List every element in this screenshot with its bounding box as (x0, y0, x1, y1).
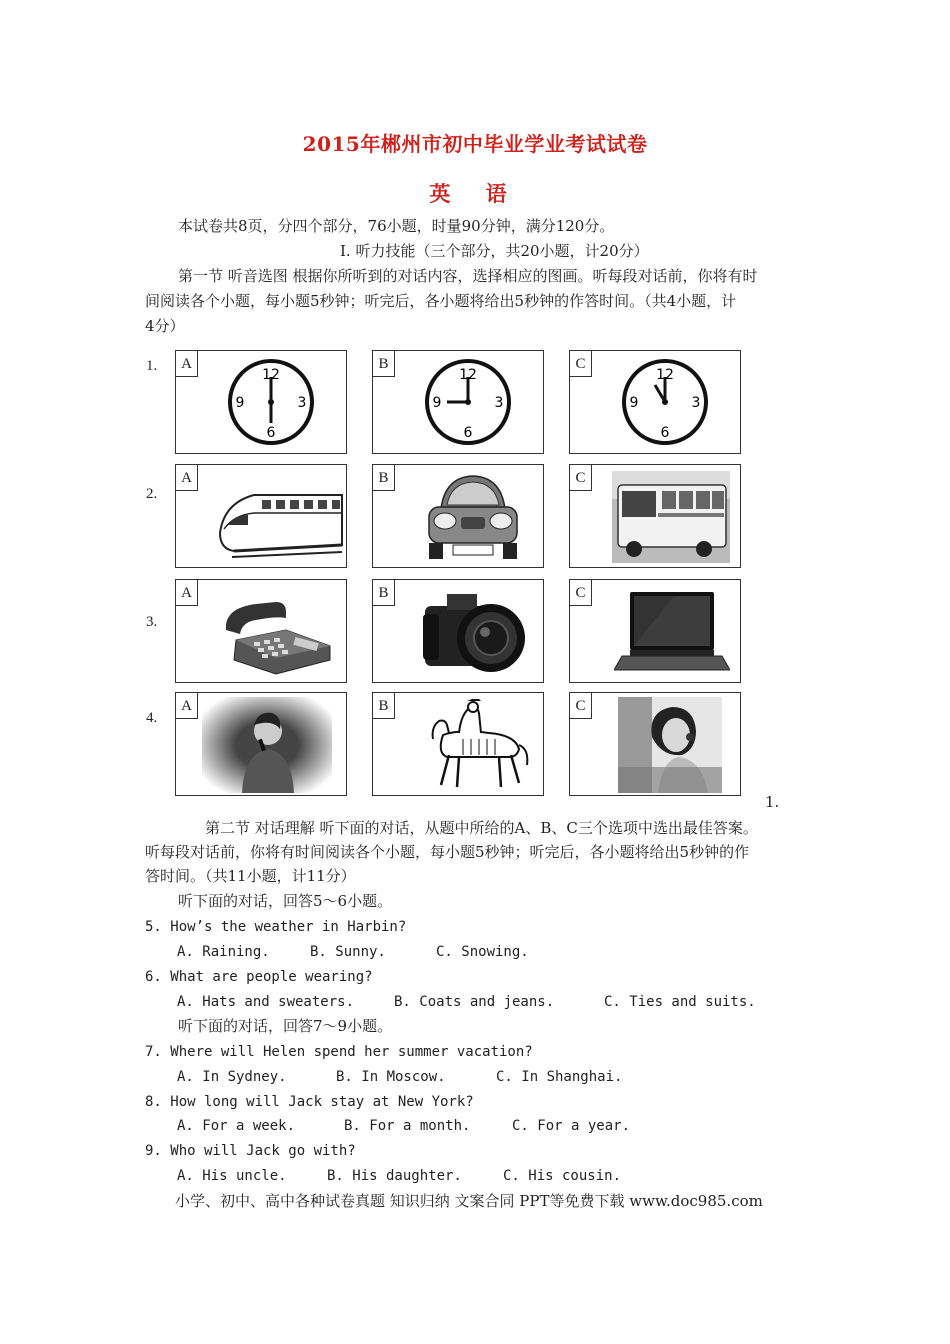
svg-text:3: 3 (297, 395, 307, 411)
option-label: A (176, 465, 198, 491)
answer-option-c[interactable]: C. In Shanghai. (496, 1069, 623, 1085)
question-number: 3. (146, 614, 158, 630)
answer-option-b[interactable]: B. For a month. (344, 1118, 471, 1134)
option-box[interactable] (175, 464, 347, 568)
question-text: 9. Who will Jack go with? (145, 1143, 356, 1159)
option-label: A (176, 351, 198, 377)
question-number: 4. (146, 710, 158, 726)
svg-text:12: 12 (262, 367, 280, 383)
question-number: 1. (146, 358, 158, 374)
subject-title: 英 语 (429, 181, 521, 206)
option-box[interactable] (175, 692, 347, 796)
option-label: C (570, 580, 592, 606)
question-text: 6. What are people wearing? (145, 969, 373, 985)
part1-heading: Ⅰ. 听力技能（三个部分，共20小题，计20分） (340, 242, 649, 260)
option-box[interactable] (372, 350, 544, 454)
option-box[interactable] (372, 692, 544, 796)
answer-option-c[interactable]: C. Ties and suits. (604, 994, 756, 1010)
answer-option-b[interactable]: B. Coats and jeans. (394, 994, 555, 1010)
svg-text:9: 9 (432, 395, 442, 411)
singer-photo-icon (202, 697, 332, 793)
girl-listening-icon (618, 697, 722, 793)
option-box[interactable] (569, 692, 741, 796)
clock-9-icon (423, 357, 513, 447)
option-label: B (373, 580, 395, 606)
footer-advert: 小学、初中、高中各种试卷真题 知识归纳 文案合同 PPT等免费下载 www.doc985.com (175, 1192, 763, 1210)
option-label: A (176, 693, 198, 719)
svg-text:6: 6 (463, 425, 473, 441)
answer-option-b[interactable]: B. Sunny. (310, 944, 386, 960)
svg-text:6: 6 (660, 425, 670, 441)
answer-option-c[interactable]: C. For a year. (512, 1118, 631, 1134)
answer-option-a[interactable]: A. In Sydney. (177, 1069, 287, 1085)
answer-option-c[interactable]: C. Snowing. (436, 944, 529, 960)
svg-text:9: 9 (629, 395, 639, 411)
clock-6-icon (226, 357, 316, 447)
option-box[interactable] (175, 350, 347, 454)
dialogue-intro: 听下面的对话，回答7～9小题。 (178, 1017, 393, 1035)
train-icon (214, 485, 344, 565)
answer-option-c[interactable]: C. His cousin. (503, 1168, 622, 1184)
page-title: 2015年郴州市初中毕业学业考试试卷 (302, 132, 648, 156)
option-label: B (373, 693, 395, 719)
answer-option-a[interactable]: A. Raining. (177, 944, 270, 960)
exam-intro: 本试卷共8页，分四个部分，76小题，时量90分钟，满分120分。 (178, 217, 615, 235)
svg-text:12: 12 (656, 367, 674, 383)
car-icon (423, 471, 523, 563)
answer-option-a[interactable]: A. His uncle. (177, 1168, 287, 1184)
answer-option-b[interactable]: B. In Moscow. (336, 1069, 446, 1085)
option-box[interactable] (569, 579, 741, 683)
option-box[interactable] (569, 464, 741, 568)
svg-text:12: 12 (459, 367, 477, 383)
option-label: B (373, 351, 395, 377)
option-box[interactable] (175, 579, 347, 683)
option-box[interactable] (569, 350, 741, 454)
camera-icon (421, 584, 531, 680)
option-label: C (570, 465, 592, 491)
answer-option-b[interactable]: B. His daughter. (327, 1168, 462, 1184)
svg-text:9: 9 (235, 395, 245, 411)
svg-text:3: 3 (494, 395, 504, 411)
answer-option-a[interactable]: A. Hats and sweaters. (177, 994, 355, 1010)
telephone-icon (216, 590, 336, 678)
question-text: 5. How’s the weather in Harbin? (145, 919, 407, 935)
svg-text:6: 6 (266, 425, 276, 441)
option-label: C (570, 351, 592, 377)
option-label: B (373, 465, 395, 491)
option-label: A (176, 580, 198, 606)
question-text: 7. Where will Helen spend her summer vacation? (145, 1044, 533, 1060)
question-number: 2. (146, 486, 158, 502)
answer-option-a[interactable]: A. For a week. (177, 1118, 296, 1134)
bus-icon (612, 471, 730, 563)
dialogue-intro: 听下面的对话，回答5～6小题。 (178, 892, 393, 910)
laptop-icon (614, 590, 730, 676)
option-box[interactable] (372, 579, 544, 683)
horse-rider-icon (419, 699, 529, 793)
option-label: C (570, 693, 592, 719)
option-box[interactable] (372, 464, 544, 568)
question-text: 8. How long will Jack stay at New York? (145, 1094, 474, 1110)
stray-question-mark: 1. (765, 793, 780, 811)
clock-11-icon (620, 357, 710, 447)
svg-text:3: 3 (691, 395, 701, 411)
